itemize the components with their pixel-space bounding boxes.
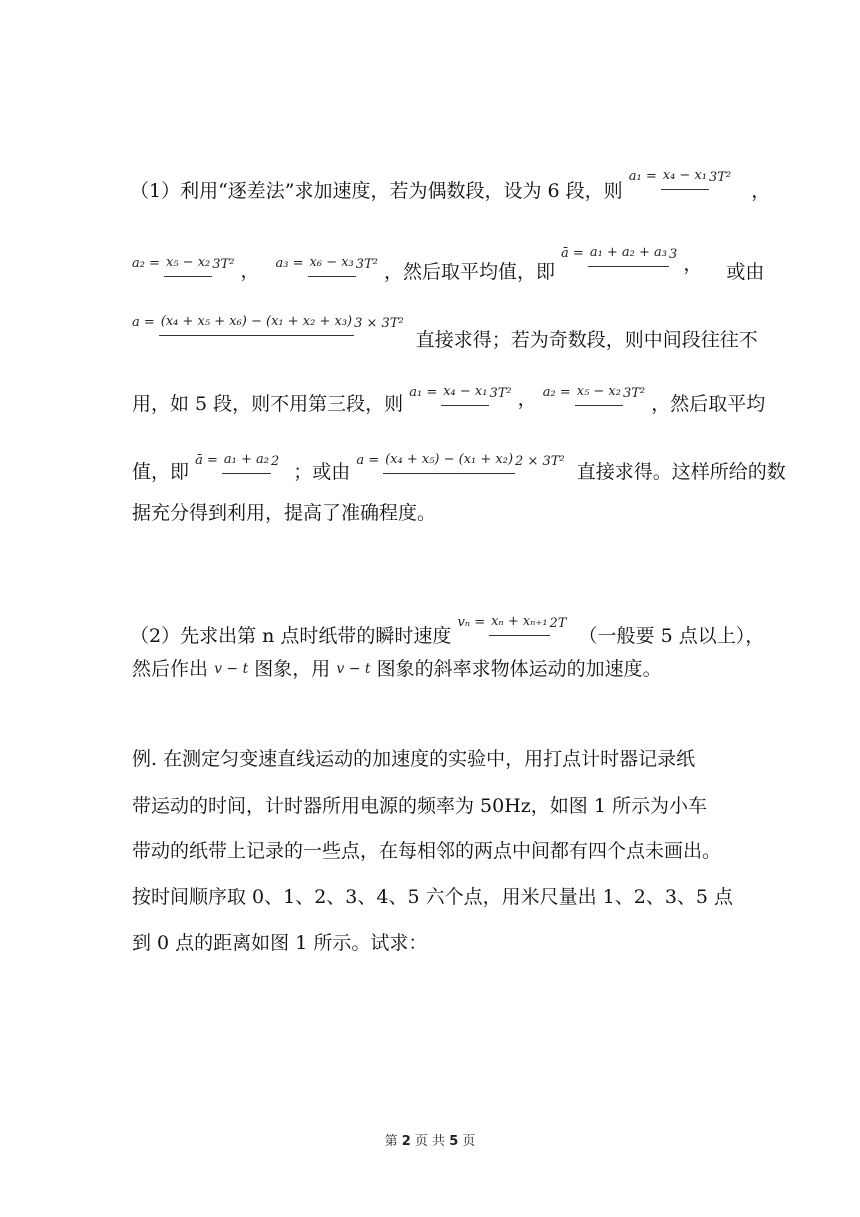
formula-vn: vₙ = xₙ + xₙ₊₁ 2T [457, 610, 566, 636]
para1-line6: 据充分得到利用，提高了准确程度。 [132, 502, 437, 524]
para1-line1: （1）利用“逐差法”求加速度，若为偶数段，设为 6 段，则 a₁ = x₄ − x₁ 3T² ， [130, 178, 770, 204]
current-page: 2 [401, 1134, 411, 1149]
para3-line3: 带动的纸带上记录的一些点，在每相邻的两点中间都有四个点未画出。 [132, 840, 722, 862]
para1-line2: a₂ = x₅ − x₂ 3T² ， a₃ = x₆ − x₃ 3T² ，然后取平均值，即 ā = a₁ + a₂ + a₃ 3 ， 或由 [132, 244, 764, 284]
page-footer: 第 2 页 共 5 页 [384, 1134, 476, 1149]
formula-bbar: ā = a₁ + a₂ 2 [195, 448, 279, 474]
para2-line2: 然后作出 v − t 图象，用 v − t 图象的斜率求物体运动的加速度。 [132, 658, 662, 680]
para3-line2: 带运动的时间，计时器所用电源的频率为 50Hz，如图 1 所示为小车 [132, 795, 707, 817]
formula-b2: a₂ = x₅ − x₂ 3T² [543, 380, 645, 406]
vt-symbol: v − t [336, 661, 371, 677]
total-pages: 5 [449, 1134, 459, 1149]
para3-line1: 例. 在测定匀变速直线运动的加速度的实验中，用打点计时器记录纸 [132, 748, 696, 770]
formula-abar: ā = a₁ + a₂ + a₃ 3 [561, 241, 677, 267]
formula-a-full: a = (x₄ + x₅ + x₆) − (x₁ + x₂ + x₃) 3 × 3T² [132, 310, 404, 336]
para3-line4: 按时间顺序取 0、1、2、3、4、5 六个点，用米尺量出 1、2、3、5 点 [132, 886, 734, 908]
para3-line5: 到 0 点的距离如图 1 所示。试求： [132, 932, 428, 954]
formula-b1: a₁ = x₄ − x₁ 3T² [409, 380, 511, 406]
para2-line1: （2）先求出第 n 点时纸带的瞬时速度 vₙ = xₙ + xₙ₊₁ 2T （一般要 5 点以上）， [130, 610, 764, 648]
vt-symbol: v − t [214, 661, 249, 677]
para1-line3: a = (x₄ + x₅ + x₆) − (x₁ + x₂ + x₃) 3 × 3T² 直接求得；若为奇数段，则中间段往往不 [132, 310, 758, 352]
formula-a2: a₂ = x₅ − x₂ 3T² [132, 251, 234, 277]
formula-b-full: a = (x₄ + x₅) − (x₁ + x₂) 2 × 3T² [356, 448, 564, 474]
para1-text: （1）利用“逐差法”求加速度，若为偶数段，设为 6 段，则 [130, 180, 623, 202]
para1-line5: 值，即 ā = a₁ + a₂ 2 ；或由 a = (x₄ + x₅) − (x₁ + x₂) 2 × 3T² 直接求得。这样所给的数 [132, 446, 786, 484]
para1-line4: 用，如 5 段，则不用第三段，则 a₁ = x₄ − x₁ 3T² ， a₂ = x₅ − x₂ 3T² ，然后取平均 [132, 382, 765, 416]
formula-a1: a₁ = x₄ − x₁ 3T² [629, 164, 731, 190]
formula-a3: a₃ = x₆ − x₃ 3T² [276, 251, 378, 277]
